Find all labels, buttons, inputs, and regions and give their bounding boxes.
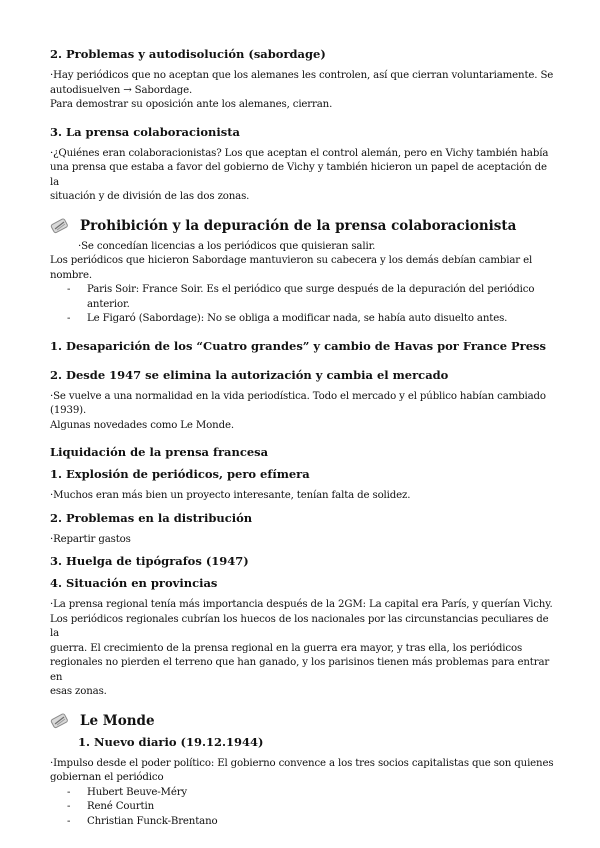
paragraph-line: nombre.	[50, 269, 92, 281]
paragraph-line: Los periódicos que hicieron Sabordage mantuvieron su cabecera y los demás debían cambiar el	[50, 255, 533, 266]
heading-text: Prohibición y la depuración de la prensa colaboracionista	[80, 217, 517, 234]
heading-liquidacion: Liquidación de la prensa francesa	[50, 445, 269, 459]
list-item: - Christian Funck-Brentano	[67, 815, 218, 827]
list-item: - René Courtin	[67, 801, 155, 812]
heading-nuevo-diario: 1. Nuevo diario (19.12.1944)	[78, 734, 264, 749]
paragraph-line: guerra. El crecimiento de la prensa regional en la guerra era mayor, y tras ella, los periódicos	[50, 642, 523, 654]
paragraph-line: ·Se concedían licencias a los periódicos que quisieran salir.	[78, 240, 376, 252]
paragraph-line: ·Repartir gastos	[50, 533, 131, 545]
heading-explosion: 1. Explosión de periódicos, pero efímera	[50, 467, 310, 481]
heading-sabordage: 2. Problemas y autodisolución (sabordage)	[50, 47, 326, 61]
heading-text: Le Monde	[80, 712, 155, 729]
paragraph-line: regionales no pierden el terreno que han ganado, y los parisinos tienen más problemas para entrar en	[50, 657, 550, 683]
paragraph-line: ·Se vuelve a una normalidad en la vida periodística. Todo el mercado y el público habían cambiado	[50, 390, 546, 402]
paragraph-line: ·La prensa regional tenía más importancia después de la 2GM: La capital era París, y querían Vichy.	[50, 599, 553, 610]
paragraph-line: Para demostrar su oposición ante los alemanes, cierran.	[50, 99, 333, 110]
paragraph-line: autodisuelven → Sabordage.	[50, 84, 193, 96]
heading-provincias: 4. Situación en provincias	[50, 576, 218, 590]
list-item: - Hubert Beuve-Méry	[67, 786, 188, 798]
dash-list	[50, 786, 555, 830]
heading-huelga: 3. Huelga de tipógrafos (1947)	[50, 554, 249, 568]
paragraph-line: esas zonas.	[50, 686, 107, 697]
list-item: - Le Figaró (Sabordage): No se obliga a modificar nada, se había auto disuelto antes.	[67, 313, 508, 324]
heading-le-monde	[50, 712, 555, 730]
heading-distribucion: 2. Problemas en la distribución	[50, 510, 253, 525]
paragraph-line: ·¿Quiénes eran colaboracionistas? Los que aceptan el control alemán, pero en Vichy también había	[50, 147, 549, 159]
paragraph-line: ·Impulso desde el poder político: El gobierno convence a los tres socios capitalistas que son quienes	[50, 757, 554, 769]
document-content	[50, 47, 555, 829]
paragraph-line: una prensa que estaba a favor del gobierno de Vichy y también hicieron un papel de aceptación de la	[50, 162, 547, 188]
paperclip-icon	[50, 218, 70, 234]
paragraph-line: gobiernan el periódico	[50, 772, 164, 783]
paragraph-line: Algunas novedades como Le Monde.	[50, 419, 234, 431]
paragraph-line: situación y de división de las dos zonas.	[50, 191, 250, 202]
heading-desde-1947: 2. Desde 1947 se elimina la autorización y cambia el mercado	[50, 367, 449, 382]
paperclip-icon	[50, 713, 70, 729]
paragraph-line: Los periódicos regionales cubrían los huecos de los nacionales por las circunstancias peculiares de la	[50, 613, 549, 639]
heading-cuatro-grandes: 1. Desaparición de los “Cuatro grandes” y cambio de Havas por France Press	[50, 338, 546, 353]
heading-prensa-colaboracionista: 3. La prensa colaboracionista	[50, 124, 240, 139]
list-item: - Paris Soir: France Soir. Es el periódico que surge después de la depuración del periódico anterior.	[67, 284, 535, 310]
paragraph-line: (1939).	[50, 405, 87, 416]
paragraph-line: ·Hay periódicos que no aceptan que los alemanes les controlen, así que cierran voluntariamente. Se	[50, 70, 554, 81]
heading-prohibicion	[50, 217, 555, 235]
dash-list	[50, 283, 555, 327]
paragraph-line: ·Muchos eran más bien un proyecto interesante, tenían falta de solidez.	[50, 490, 411, 501]
